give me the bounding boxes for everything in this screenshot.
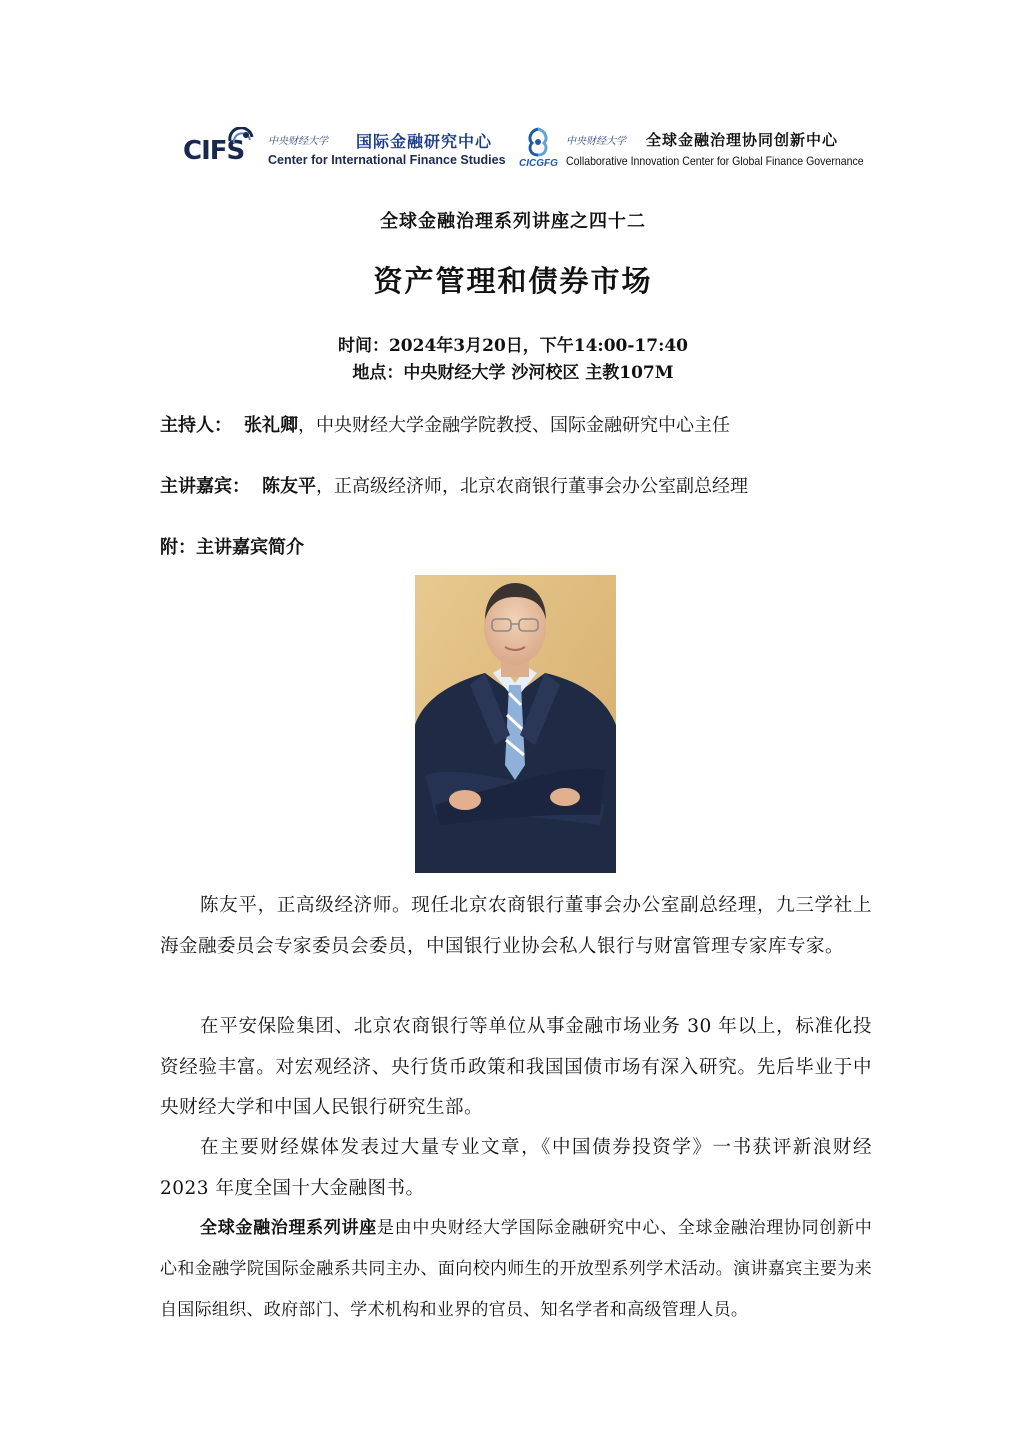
cicgfg-english-title: Collaborative Innovation Center for Global Finance Governance [566,154,864,168]
host-line [160,411,730,437]
speaker-name: 陈友平 [262,476,316,497]
host-label: 主持人： [160,415,232,436]
appendix-heading: 附：主讲嘉宾简介 [160,537,304,558]
speaker-label: 主讲嘉宾： [160,476,250,497]
series-title: 全球金融治理系列讲座之四十二 [380,211,646,232]
cifs-university-name: 中央财经大学 [268,136,328,147]
event-place: 地点：中央财经大学 沙河校区 主教107M [352,363,674,383]
cicgfg-logo-text: CICGFG [519,158,558,169]
series-name-bold: 全球金融治理系列讲座 [200,1218,377,1238]
host-name: 张礼卿 [244,415,298,436]
event-time: 时间：2024年3月20日，下午14:00-17:40 [337,336,689,356]
speaker-line [160,472,748,498]
cifs-chinese-title: 国际金融研究中心 [356,132,493,151]
lecture-title: 资产管理和债券市场 [373,264,653,298]
cifs-arc-icon [228,127,254,149]
bio-paragraph-2: 在平安保险集团、北京农商银行等单位从事金融市场业务 30 年以上，标准化投资经验丰富。对宏观经济、央行货币政策和我国国债市场有深入研究。先后毕业于中央财经大学和中国人民银行研究生部。 [160,1016,872,1118]
series-description [160,1208,872,1331]
series-description-text: 是由中央财经大学国际金融研究中心、全球金融治理协同创新中心和金融学院国际金融系共同主办、面向校内师生的开放型系列学术活动。演讲嘉宾主要为来自国际组织、政府部门、学术机构和业界的官员、知名学者和高级管理人员。 [160,1218,873,1320]
host-description: ，中央财经大学金融学院教授、国际金融研究中心主任 [298,415,730,436]
speaker-photo [415,575,616,873]
cicgfg-university-name: 中央财经大学 [566,136,626,147]
speaker-description: ，正高级经济师，北京农商银行董事会办公室副总经理 [316,476,748,497]
cifs-english-title: Center for International Finance Studies [268,153,506,167]
bio-paragraph-1: 陈友平，正高级经济师。现任北京农商银行董事会办公室副总经理，九三学社上海金融委员会专家委员会委员，中国银行业协会私人银行与财富管理专家库专家。 [160,895,872,957]
cifs-logo-text: CIFS [183,136,245,166]
bio-paragraph-3: 在主要财经媒体发表过大量专业文章，《中国债券投资学》一书获评新浪财经 2023 年度全国十大金融图书。 [160,1137,872,1199]
cicgfg-chinese-title: 全球金融治理协同创新中心 [646,131,839,149]
cicgfg-logo-icon [524,127,552,157]
